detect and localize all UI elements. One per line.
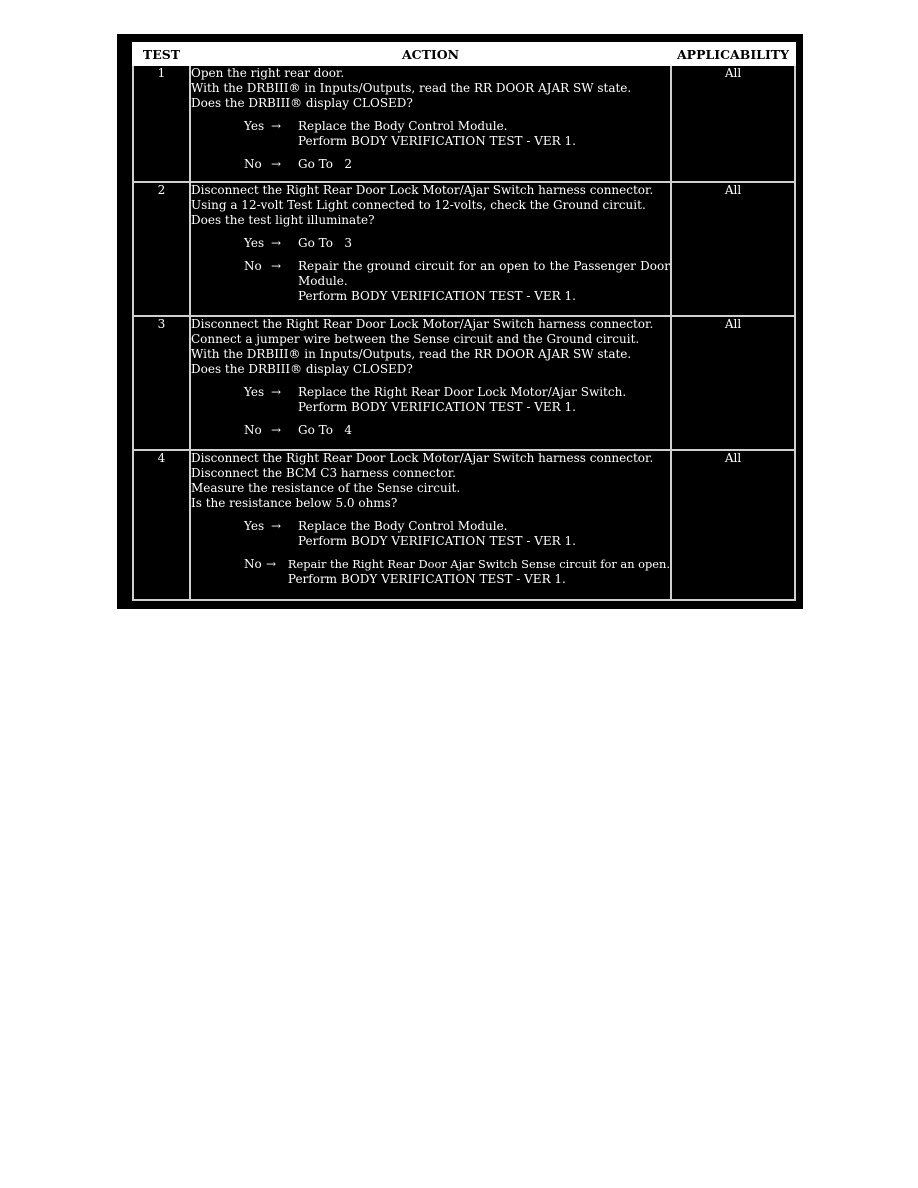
result-line: Module.	[298, 274, 348, 288]
steps	[191, 317, 670, 377]
step-line: Does the DRBIII® display CLOSED?	[191, 96, 413, 110]
no-result	[288, 557, 670, 587]
result-line: Perform BODY VERIFICATION TEST - VER 1.	[287, 572, 566, 586]
arrow-icon: →	[271, 423, 282, 437]
no-label: No	[244, 157, 262, 171]
step-line: Disconnect the Right Rear Door Lock Motor/Ajar Switch harness connector.	[191, 317, 654, 331]
yes-outcome	[244, 519, 670, 549]
table-body	[133, 65, 795, 600]
step-line: Is the resistance below 5.0 ohms?	[191, 496, 398, 510]
yes-result	[298, 236, 670, 251]
step-line: With the DRBIII® in Inputs/Outputs, read the RR DOOR AJAR SW state.	[191, 347, 632, 361]
arrow-icon: →	[271, 519, 282, 533]
yes-label: Yes	[244, 119, 265, 133]
no-outcome	[244, 557, 670, 587]
test-number: 2	[133, 182, 190, 316]
action-cell	[190, 182, 671, 316]
arrow-icon: →	[271, 157, 282, 171]
no-result	[298, 423, 670, 438]
header-applicability: APPLICABILITY	[671, 43, 795, 65]
yes-label: Yes	[244, 519, 265, 533]
action-cell	[190, 316, 671, 450]
result-line: Go To 3	[298, 236, 352, 250]
step-line: Connect a jumper wire between the Sense circuit and the Ground circuit.	[191, 332, 640, 346]
yes-outcome	[244, 119, 670, 149]
table-row	[133, 450, 795, 600]
test-number: 3	[133, 316, 190, 450]
arrow-icon: →	[271, 385, 282, 399]
step-line: Disconnect the BCM C3 harness connector.	[191, 466, 456, 480]
yes-label: Yes	[244, 236, 265, 250]
result-line: Repair the ground circuit for an open to the Passenger Door	[298, 259, 670, 273]
no-label: No	[244, 259, 262, 273]
result-line: Perform BODY VERIFICATION TEST - VER 1.	[298, 289, 576, 303]
header-action: ACTION	[190, 43, 671, 65]
step-line: Disconnect the Right Rear Door Lock Motor/Ajar Switch harness connector.	[191, 451, 654, 465]
arrow-icon: →	[271, 119, 282, 133]
arrow-icon: →	[271, 236, 282, 250]
header-row	[133, 43, 795, 65]
yes-label: Yes	[244, 385, 265, 399]
steps	[191, 183, 670, 228]
result-line: Repair the Right Rear Door Ajar Switch Sense circuit for an open.	[287, 557, 670, 571]
diagnostic-table-frame	[117, 34, 803, 609]
result-line: Perform BODY VERIFICATION TEST - VER 1.	[298, 400, 576, 414]
applicability-cell: All	[671, 316, 795, 450]
result-line: Replace the Right Rear Door Lock Motor/Ajar Switch.	[298, 385, 627, 399]
no-outcome	[244, 423, 670, 438]
action-cell	[190, 450, 671, 600]
result-line: Replace the Body Control Module.	[298, 119, 508, 133]
applicability-cell: All	[671, 182, 795, 316]
step-line: Measure the resistance of the Sense circuit.	[191, 481, 461, 495]
step-line: Using a 12-volt Test Light connected to 12-volts, check the Ground circuit.	[191, 198, 646, 212]
table-row	[133, 316, 795, 450]
action-cell	[190, 65, 671, 182]
result-line: Go To 2	[298, 157, 352, 171]
yes-outcome	[244, 385, 670, 415]
result-line: Replace the Body Control Module.	[298, 519, 508, 533]
result-line: Perform BODY VERIFICATION TEST - VER 1.	[298, 134, 576, 148]
diagnostic-table	[132, 42, 796, 601]
yes-result	[298, 119, 670, 149]
result-line: Perform BODY VERIFICATION TEST - VER 1.	[298, 534, 576, 548]
steps	[191, 66, 670, 111]
step-line: Disconnect the Right Rear Door Lock Motor/Ajar Switch harness connector.	[191, 183, 654, 197]
applicability-cell: All	[671, 65, 795, 182]
yes-result	[298, 519, 670, 549]
no-result	[298, 157, 670, 172]
step-line: With the DRBIII® in Inputs/Outputs, read the RR DOOR AJAR SW state.	[191, 81, 632, 95]
no-outcome	[244, 157, 670, 172]
yes-result	[298, 385, 670, 415]
applicability-cell: All	[671, 450, 795, 600]
test-number: 1	[133, 65, 190, 182]
yes-outcome	[244, 236, 670, 251]
result-line: Go To 4	[298, 423, 352, 437]
no-label: No	[244, 423, 262, 437]
steps	[191, 451, 670, 511]
table-row	[133, 65, 795, 182]
arrow-icon: →	[271, 259, 282, 273]
step-line: Open the right rear door.	[191, 66, 345, 80]
arrow-icon: →	[265, 557, 277, 571]
header-test: TEST	[133, 43, 190, 65]
step-line: Does the test light illuminate?	[191, 213, 375, 227]
no-label: No	[244, 557, 262, 571]
no-result	[298, 259, 670, 304]
test-number: 4	[133, 450, 190, 600]
table-row	[133, 182, 795, 316]
no-outcome	[244, 259, 670, 304]
step-line: Does the DRBIII® display CLOSED?	[191, 362, 413, 376]
